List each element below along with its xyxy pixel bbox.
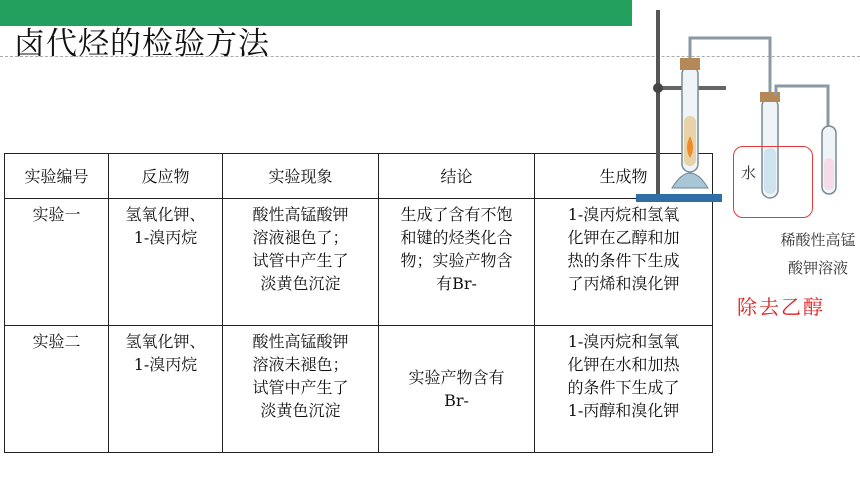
header-cell: 结论 <box>379 154 535 199</box>
stand-rod <box>656 10 660 196</box>
header-row <box>5 154 713 199</box>
table-row <box>5 199 713 326</box>
header-cell: 反应物 <box>109 154 223 199</box>
experiment-table <box>4 153 713 453</box>
delivery-tube-1 <box>690 38 770 100</box>
phenomenon-cell: 酸性高锰酸钾 溶液未褪色； 试管中产生了 淡黄色沉淀 <box>223 326 379 453</box>
table-row <box>5 326 713 453</box>
alcohol-lamp <box>672 173 708 188</box>
water-label: 水 <box>741 164 757 182</box>
conclusion-cell: 生成了含有不饱 和键的烃类化合 物；实验产物含 有Br- <box>379 199 535 326</box>
header-cell: 生成物 <box>535 154 713 199</box>
experiment-id: 实验二 <box>5 326 109 453</box>
delivery-tube-2 <box>776 86 828 128</box>
remove-ethanol-note: 除去乙醇 <box>737 295 825 319</box>
products-cell: 1-溴丙烷和氢氧 化钾在水和加热 的条件下生成了 1-丙醇和溴化钾 <box>535 326 713 453</box>
stand-base <box>636 194 722 202</box>
experiment-id: 实验一 <box>5 199 109 326</box>
stopper <box>680 58 700 70</box>
reactants-cell: 氢氧化钾、 1-溴丙烷 <box>109 199 223 326</box>
header-cell: 实验编号 <box>5 154 109 199</box>
clamp-knob <box>653 83 663 93</box>
kmno4-liquid <box>824 158 834 190</box>
page-title: 卤代烃的检验方法 <box>14 26 270 62</box>
kmno4-label: 稀酸性高锰 酸钾溶液 <box>780 231 856 277</box>
products-cell: 1-溴丙烷和氢氧 化钾在乙醇和加 热的条件下生成 了丙烯和溴化钾 <box>535 199 713 326</box>
reactants-cell: 氢氧化钾、 1-溴丙烷 <box>109 326 223 453</box>
conclusion-cell: 实验产物含有 Br- <box>379 326 535 453</box>
header-cell: 实验现象 <box>223 154 379 199</box>
phenomenon-cell: 酸性高锰酸钾 溶液褪色了； 试管中产生了 淡黄色沉淀 <box>223 199 379 326</box>
